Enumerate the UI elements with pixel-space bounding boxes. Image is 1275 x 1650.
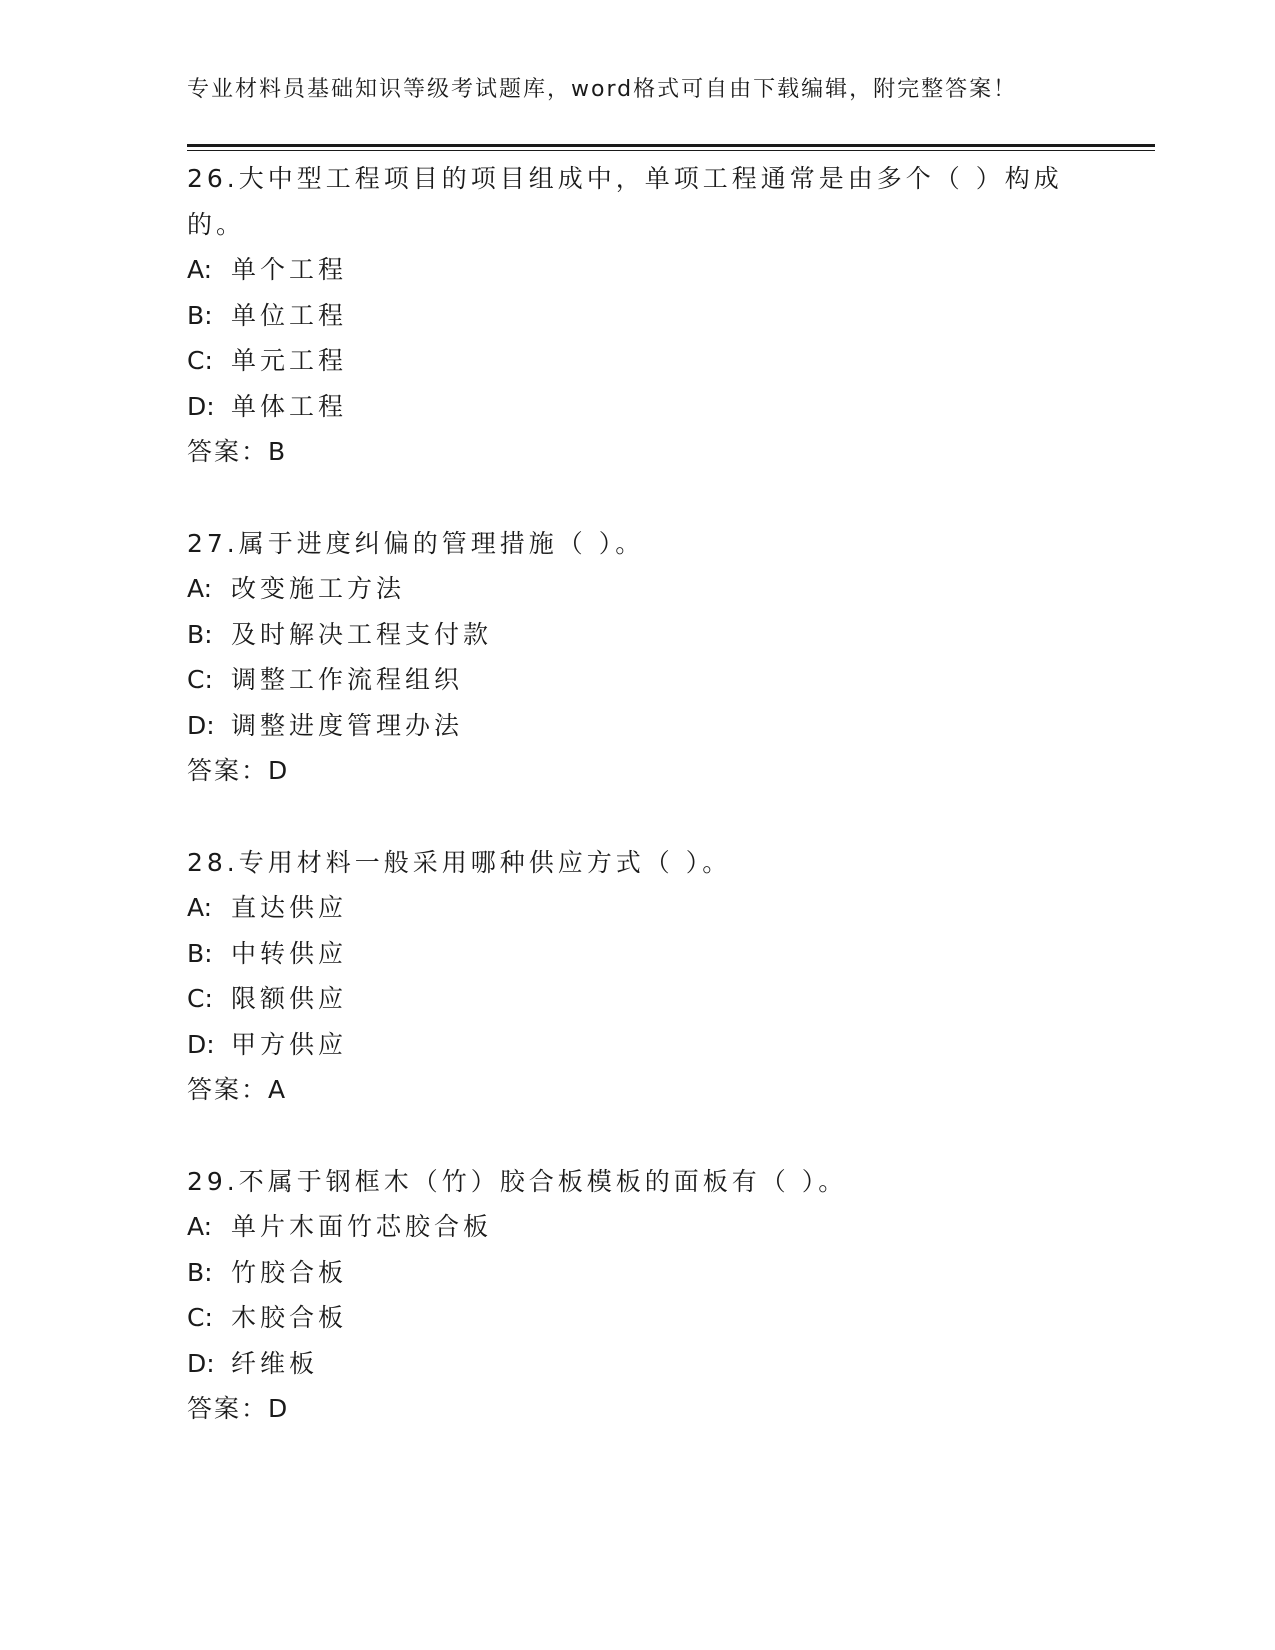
question-26 (187, 156, 1087, 475)
question-stem-continued: 的。 (187, 209, 246, 239)
option-letter: D: (187, 710, 215, 740)
option-text: 调整进度管理办法 (231, 710, 464, 740)
answer-line: 答案：B (187, 437, 288, 466)
option-letter: C: (187, 665, 213, 694)
question-29 (187, 1159, 1087, 1432)
option-text: 调整工作流程组织 (231, 665, 464, 694)
option-text: 限额供应 (231, 984, 348, 1013)
option-letter: A: (187, 255, 213, 284)
option-text: 纤维板 (231, 1348, 319, 1378)
header-rule-thin (187, 150, 1155, 151)
answer-line: 答案：A (187, 1075, 288, 1104)
option-letter: A: (187, 1212, 213, 1241)
answer-line: 答案：D (187, 1394, 290, 1423)
option-a (187, 566, 1087, 612)
option-letter: D: (187, 1348, 215, 1378)
option-text: 木胶合板 (231, 1303, 348, 1332)
option-letter: B: (187, 619, 213, 649)
option-c (187, 1295, 1087, 1341)
question-27 (187, 521, 1087, 794)
question-stem: 28.专用材料一般采用哪种供应方式（ ）。 (187, 847, 732, 877)
option-text: 单元工程 (231, 346, 348, 375)
option-b (187, 612, 1087, 658)
option-letter: A: (187, 893, 213, 922)
option-letter: D: (187, 391, 215, 421)
option-text: 甲方供应 (231, 1029, 348, 1059)
option-letter: A: (187, 574, 213, 603)
option-text: 单个工程 (231, 255, 348, 284)
option-text: 中转供应 (231, 938, 348, 968)
option-text: 直达供应 (231, 893, 348, 922)
option-d (187, 1341, 1087, 1387)
option-d (187, 703, 1087, 749)
option-b (187, 1250, 1087, 1296)
question-stem: 27.属于进度纠偏的管理措施（ ）。 (187, 528, 645, 558)
page-header: 专业材料员基础知识等级考试题库，word格式可自由下载编辑，附完整答案！ (187, 77, 1018, 102)
question-stem: 29.不属于钢框木（竹）胶合板模板的面板有（ ）。 (187, 1166, 848, 1196)
question-list (187, 156, 1087, 1478)
question-stem: 26.大中型工程项目的项目组成中，单项工程通常是由多个（ ）构成 (187, 164, 1063, 193)
option-letter: B: (187, 1257, 213, 1287)
option-text: 单位工程 (231, 300, 348, 330)
option-letter: C: (187, 984, 213, 1013)
answer-line: 答案：D (187, 756, 290, 785)
option-d (187, 1022, 1087, 1068)
question-28 (187, 840, 1087, 1113)
header-rule-thick (187, 144, 1155, 147)
option-letter: D: (187, 1029, 215, 1059)
option-d (187, 384, 1087, 430)
option-text: 单片木面竹芯胶合板 (231, 1212, 493, 1241)
option-text: 竹胶合板 (231, 1257, 348, 1287)
option-a (187, 247, 1087, 293)
option-b (187, 931, 1087, 977)
option-letter: C: (187, 1303, 213, 1332)
option-letter: C: (187, 346, 213, 375)
option-text: 改变施工方法 (231, 574, 406, 603)
option-c (187, 976, 1087, 1022)
option-text: 及时解决工程支付款 (231, 619, 493, 649)
option-letter: B: (187, 300, 213, 330)
option-text: 单体工程 (231, 391, 348, 421)
option-letter: B: (187, 938, 213, 968)
option-c (187, 657, 1087, 703)
option-a (187, 885, 1087, 931)
option-b (187, 293, 1087, 339)
option-a (187, 1204, 1087, 1250)
option-c (187, 338, 1087, 384)
